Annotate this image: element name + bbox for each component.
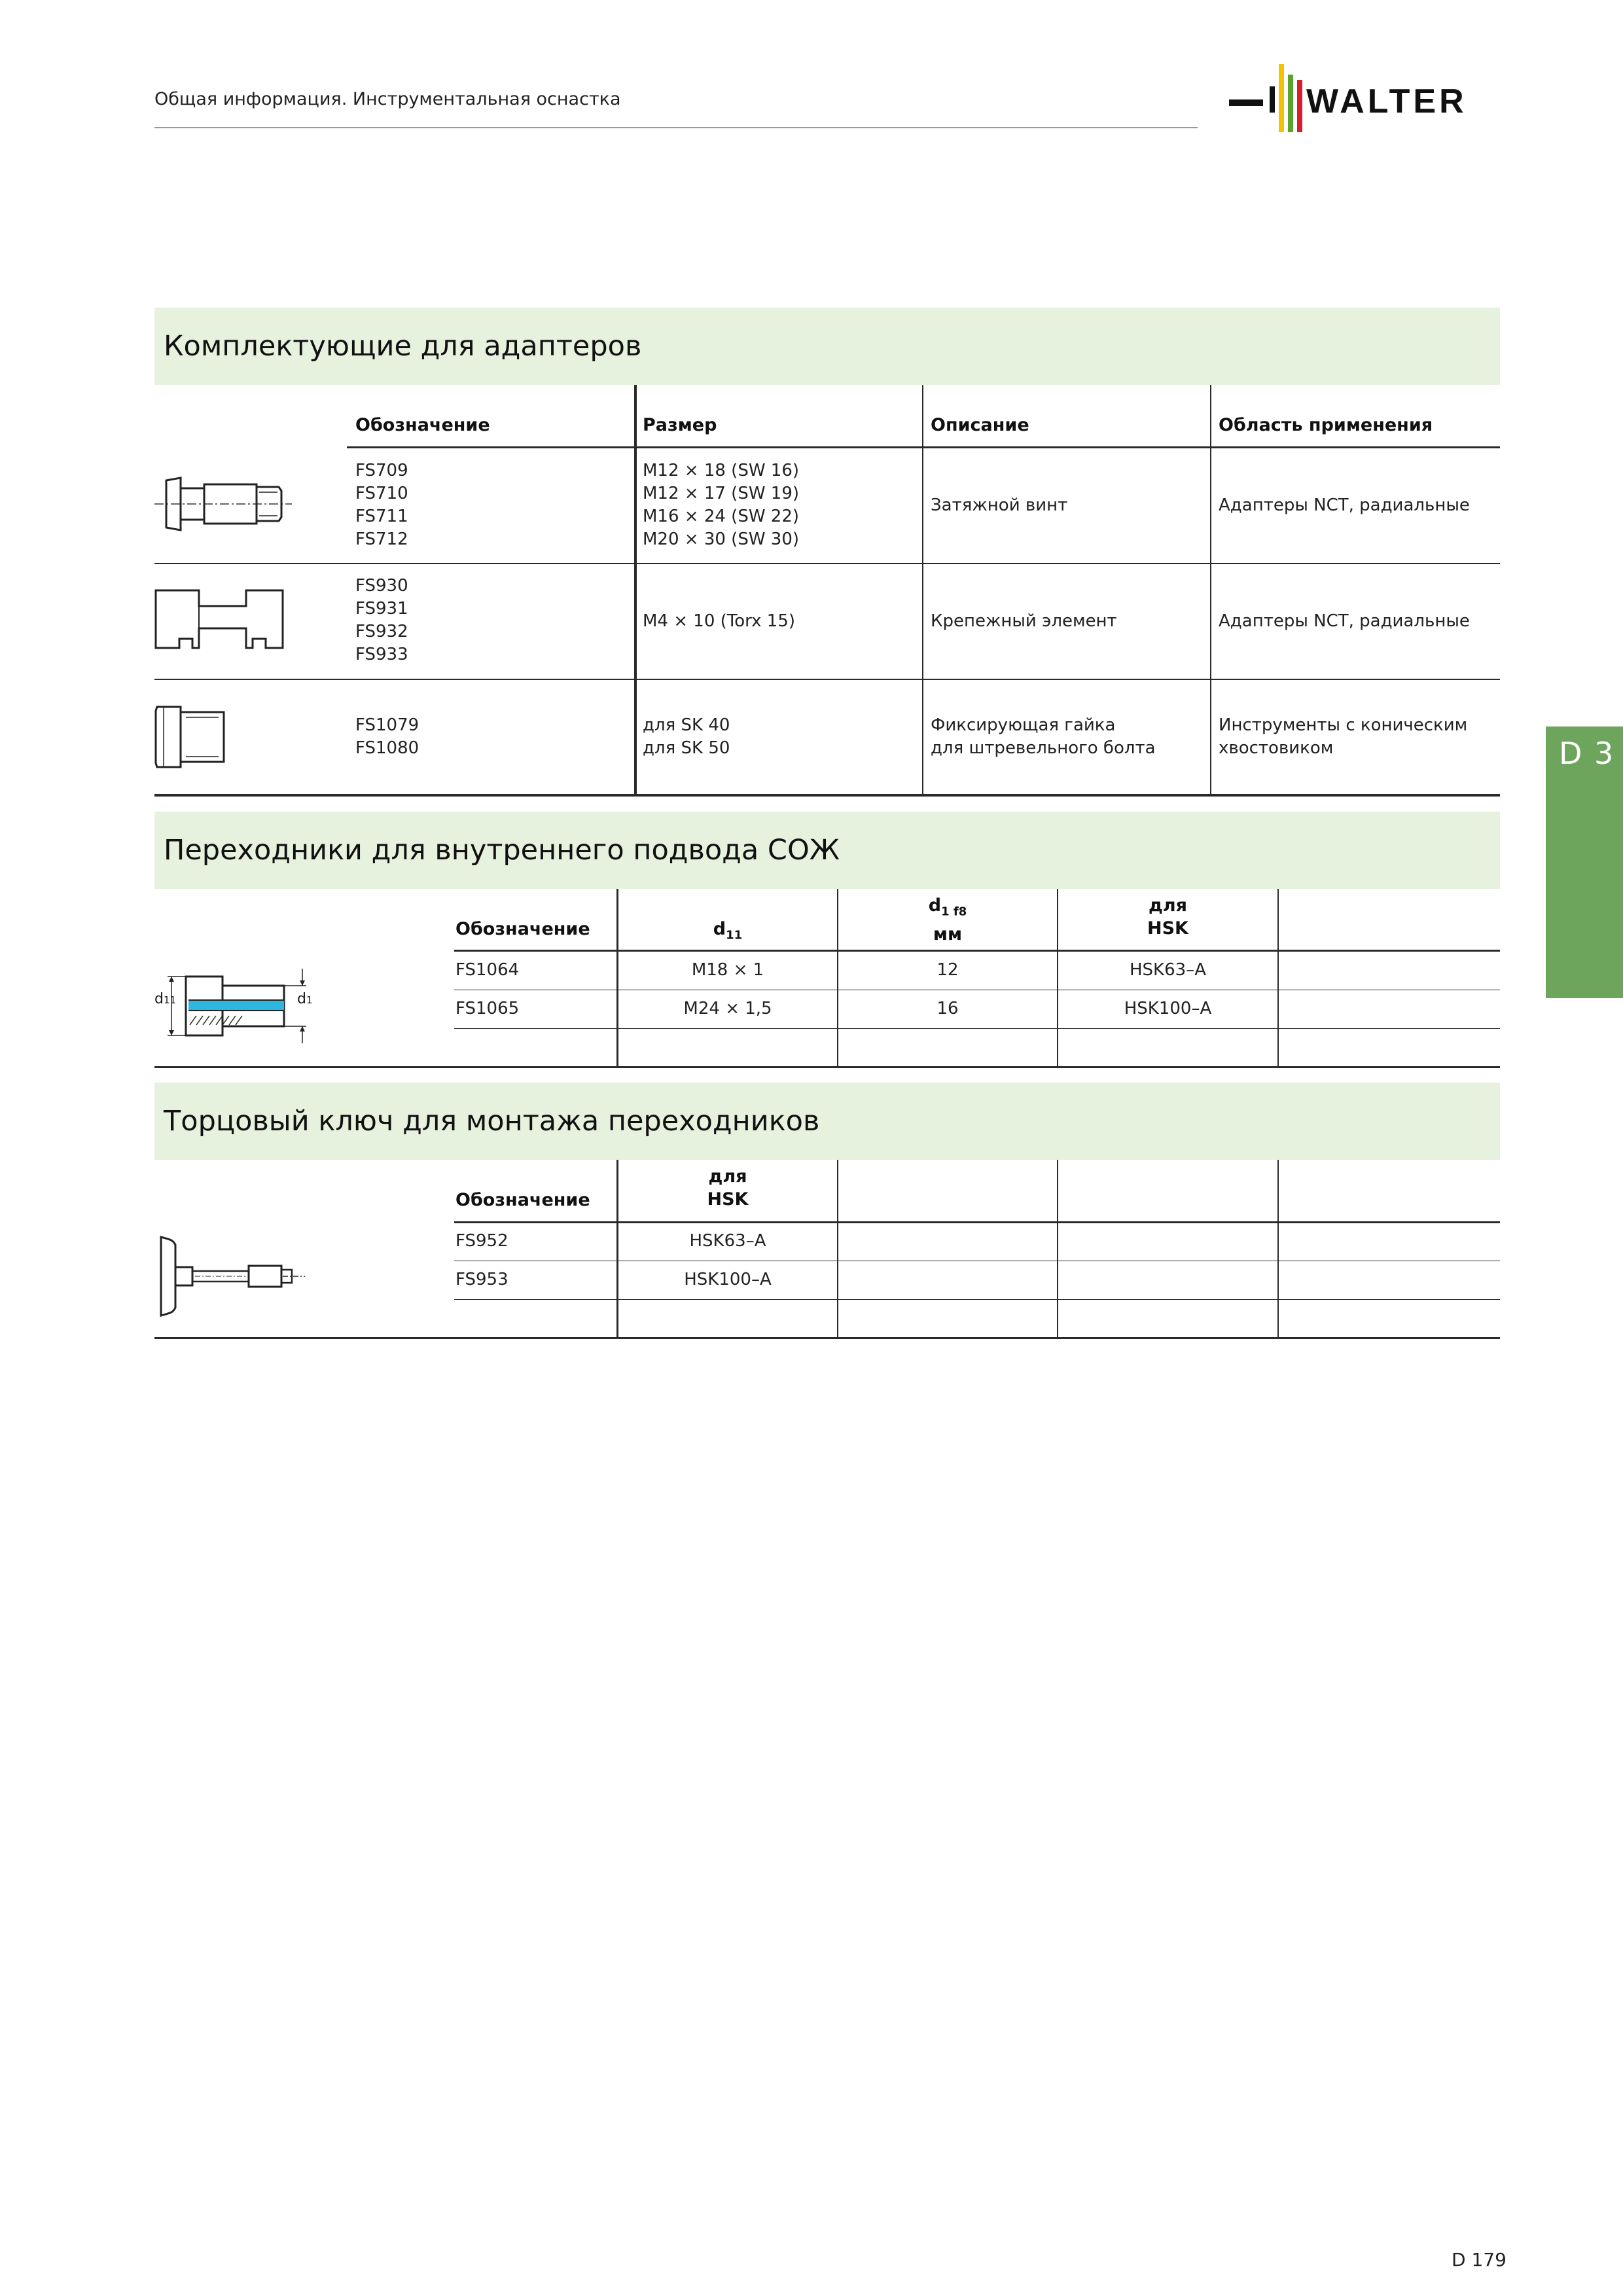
d11-main: d [713, 919, 726, 939]
column-header-hsk [618, 1165, 837, 1211]
header-divider [154, 127, 1198, 128]
application-text: Адаптеры NCT, радиальные [1219, 611, 1470, 631]
column-header-designation: Обозначение [455, 919, 590, 939]
hsk-header-line: HSK [707, 1189, 749, 1210]
d1-value: 12 [936, 960, 959, 980]
column-header-designation: Обозначение [355, 415, 490, 435]
size-values [643, 459, 799, 551]
designation-codes [355, 575, 408, 666]
application-cell [1219, 448, 1470, 563]
size-cell [643, 680, 730, 794]
description-text: Затяжной винт [931, 495, 1068, 515]
d11-value: M18 × 1 [691, 960, 764, 980]
table-header-rule [454, 1221, 1500, 1223]
size-value: M12 × 17 (SW 19) [643, 484, 800, 503]
application-text: Инструменты с коническим [1219, 715, 1468, 735]
table-bottom-rule [154, 1066, 1500, 1068]
designation-codes [355, 459, 408, 551]
size-value: M20 × 30 (SW 30) [643, 529, 800, 549]
table-divider [1277, 1160, 1279, 1339]
description-cell [931, 448, 1067, 563]
column-header-d11 [618, 918, 837, 946]
socket-wrench-drawing [154, 1230, 312, 1322]
section-title-adapters-components [154, 308, 1500, 385]
designation-code: FS1079 [355, 715, 419, 735]
size-value: для SK 50 [643, 738, 730, 758]
description-cell [931, 680, 1156, 794]
designation-code: FS952 [455, 1231, 508, 1251]
size-value: M16 × 24 (SW 22) [643, 507, 800, 526]
description-cell [931, 564, 1117, 679]
description-text: Крепежный элемент [931, 611, 1117, 631]
d1-unit: мм [933, 924, 963, 945]
designation-code: FS1080 [355, 738, 419, 758]
section-title-coolant-adapters [154, 812, 1500, 889]
application-cell [1219, 564, 1470, 679]
designation-code: FS953 [455, 1270, 508, 1289]
table-bottom-rule [154, 1337, 1500, 1339]
section-title-text: Комплектующие для адаптеров [164, 330, 642, 363]
designation-code: FS930 [355, 576, 408, 596]
table-row-rule [454, 1299, 1500, 1300]
column-header-size: Размер [643, 415, 717, 435]
hsk-value: HSK100–A [684, 1270, 772, 1289]
size-value: для SK 40 [643, 715, 730, 735]
size-cell [643, 564, 795, 679]
designation-code: FS931 [355, 599, 408, 619]
table-divider [837, 1160, 838, 1339]
size-value: M4 × 10 (Torx 15) [643, 611, 796, 631]
walter-logo [1225, 60, 1500, 136]
application-cell [1219, 680, 1467, 794]
page-number: D 179 [1452, 2249, 1507, 2270]
size-value: M12 × 18 (SW 16) [643, 461, 800, 480]
table-divider [1057, 1160, 1058, 1339]
column-header-d1 [838, 894, 1057, 946]
designation-code: FS1064 [455, 960, 520, 980]
hsk-value: HSK63–A [1130, 960, 1206, 980]
column-header-description: Описание [931, 415, 1029, 435]
d11-sub: 11 [726, 928, 743, 942]
designation-code: FS710 [355, 484, 408, 503]
d1-value: 16 [936, 999, 959, 1018]
section-title-text: Торцовый ключ для монтажа переходников [164, 1105, 820, 1138]
d11-value: M24 × 1,5 [683, 999, 772, 1018]
application-text: Адаптеры NCT, радиальные [1219, 495, 1470, 515]
designation-code: FS712 [355, 529, 408, 549]
section-title-socket-wrench [154, 1083, 1500, 1160]
designation-code: FS711 [355, 507, 408, 526]
table-divider [1277, 889, 1279, 1068]
dimension-label-d11: d11 [154, 991, 177, 1007]
hsk-header-line: HSK [1147, 918, 1188, 939]
designation-code: FS933 [355, 645, 408, 664]
breadcrumb: Общая информация. Инструментальная оснастка [154, 89, 621, 109]
coolant-adapter-drawing [154, 962, 325, 1047]
application-text: хвостовиком [1219, 738, 1334, 758]
table-header-rule [454, 950, 1500, 952]
section-title-text: Переходники для внутреннего подвода СОЖ [164, 834, 840, 867]
designation-code: FS709 [355, 461, 408, 480]
description-text: для штревельного болта [931, 738, 1156, 758]
table-row-rule [454, 1028, 1500, 1029]
d1-main: d [928, 895, 942, 916]
designation-codes [355, 680, 419, 794]
description-text: Фиксирующая гайка [931, 715, 1116, 735]
column-header-designation: Обозначение [455, 1190, 590, 1210]
fastening-element-drawing [154, 576, 292, 668]
table-bottom-rule [154, 794, 1500, 797]
hsk-header-line: для [1149, 895, 1187, 916]
dimension-label-d1: d1 [297, 991, 313, 1007]
chapter-tab-label: D 3 [1559, 736, 1615, 771]
designation-code: FS1065 [455, 999, 520, 1018]
chapter-tab [1546, 726, 1623, 998]
hsk-header-line: для [708, 1166, 747, 1187]
designation-code: FS932 [355, 622, 408, 641]
hsk-value: HSK63–A [689, 1231, 766, 1251]
column-header-application: Область применения [1219, 415, 1433, 435]
d1-sub: 1 f8 [941, 905, 967, 919]
locking-nut-drawing [154, 698, 240, 776]
retention-screw-drawing [154, 452, 292, 556]
logo-text: WALTER [1306, 82, 1467, 120]
column-header-hsk [1058, 894, 1277, 940]
hsk-value: HSK100–A [1124, 999, 1212, 1018]
